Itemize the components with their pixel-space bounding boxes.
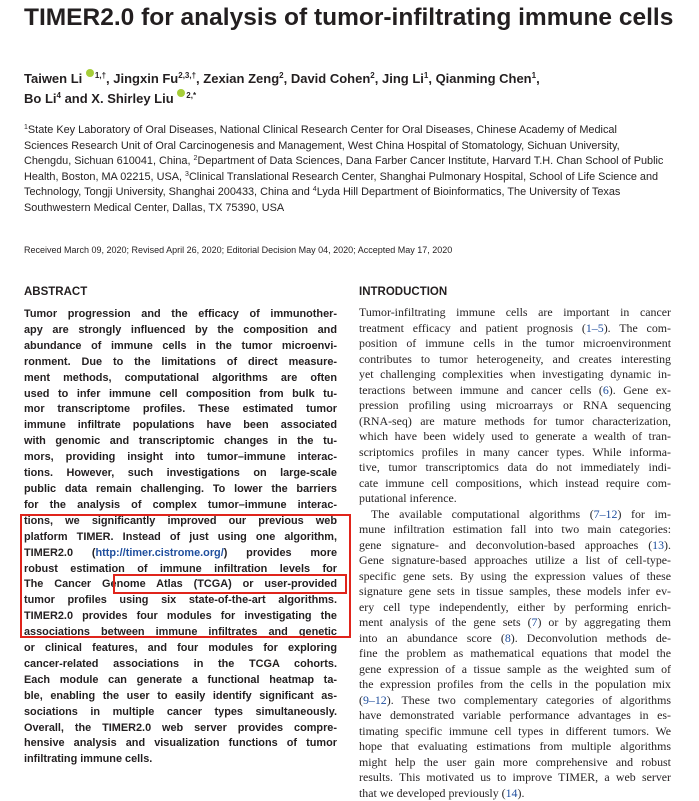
abstract-line: sociations in multiple cancer types simultaneously. <box>24 705 337 721</box>
affiliation-marker: 2 <box>194 155 198 162</box>
author-affiliation-marker: 2 <box>279 71 283 80</box>
abstract-line: infiltrating immune cells. <box>24 752 337 768</box>
intro-line: which have been widely used to generate a wealth of tran- <box>359 429 671 445</box>
citation-link[interactable]: 7–12 <box>594 507 618 521</box>
author-name: X. Shirley Liu <box>91 91 173 106</box>
intro-line: that we developed previously (14). <box>359 786 671 801</box>
abstract-line: for the analysis of complex tumor–immune interac- <box>24 498 337 514</box>
paper-title: TIMER2.0 for analysis of tumor-infiltrating immune cells <box>24 4 684 32</box>
affiliation-text: Department of Data Sciences, Dana Farber Cancer Institute, Harvard T.H. Chan School of Public Health, Boston, MA 02215, USA, <box>24 155 663 183</box>
abstract-line: used to infer immune cell composition from bulk tu- <box>24 387 337 403</box>
intro-line: gene expression of a tissue sample as the weighted sum of <box>359 662 671 678</box>
author-affiliation-marker: 2 <box>370 71 374 80</box>
intro-line: cate immune cell compositions, which instead require com- <box>359 476 671 492</box>
abstract-body <box>24 307 337 768</box>
citation-link[interactable]: 13 <box>652 538 664 552</box>
intro-line: teractions between immune and cancer cells (6). Gene ex- <box>359 383 671 399</box>
intro-line: mune infiltration estimation fall into two main categories: <box>359 522 671 538</box>
abstract-line: public data remain challenging. To lower the barriers <box>24 482 337 498</box>
intro-line: into an abundance score (8). Deconvolution methods de- <box>359 631 671 647</box>
abstract-line: The Cancer Genome Atlas (TCGA) or user-provided <box>24 577 337 593</box>
affiliation-text: Lyda Hill Department of Bioinformatics, The University of Texas Southwestern Medical Center, Dallas, TX 75390, USA <box>24 186 620 214</box>
author-affiliation-marker: 2,3,† <box>178 71 196 80</box>
abstract-line: immune infiltrate populations have been associated <box>24 418 337 434</box>
abstract-line: platform TIMER. Instead of just using one algorithm, <box>24 530 337 546</box>
intro-line: (9–12). These two complementary categories of algorithms <box>359 693 671 709</box>
author-affiliation-marker: 1,† <box>95 71 106 80</box>
author-name: Bo Li <box>24 91 57 106</box>
abstract-line: Each module can generate a functional heatmap ta- <box>24 673 337 689</box>
affiliation-marker: 4 <box>313 186 317 193</box>
affiliation-text: Clinical Translational Research Center, Shanghai Pulmonary Hospital, School of Life Science and Technology, Tongji University, Shanghai 200433, China and <box>24 171 658 199</box>
abstract-line: robust estimation of immune infiltration levels for <box>24 562 337 578</box>
abstract-line: cancer-related associations in the TCGA cohorts. <box>24 657 337 673</box>
abstract-line <box>24 546 337 562</box>
author-name: David Cohen <box>291 71 370 86</box>
author-name: Jingxin Fu <box>113 71 178 86</box>
intro-line: timating specific immune cell types in different tumors. We <box>359 724 671 740</box>
intro-line: treatment efficacy and patient prognosis (1–5). The com- <box>359 321 671 337</box>
intro-line: signature gene sets in tissue samples, these models infer ev- <box>359 584 671 600</box>
abstract-line: Overall, the TIMER2.0 web server provides compre- <box>24 721 337 737</box>
intro-line: The available computational algorithms (7–12) for im- <box>359 507 671 523</box>
abstract-line: tions. However, such investigations on large-scale <box>24 466 337 482</box>
intro-line: scriptomics profiles in many cancer types. While informa- <box>359 445 671 461</box>
intro-line: pression profiling using microarrays or RNA sequencing <box>359 398 671 414</box>
author-name: Qianming Chen <box>436 71 532 86</box>
intro-line: putational inference. <box>359 491 671 507</box>
abstract-line: tions, we significantly improved our previous web <box>24 514 337 530</box>
received-dates: Received March 09, 2020; Revised April 26, 2020; Editorial Decision May 04, 2020; Accepted May 17, 2020 <box>24 244 664 256</box>
affiliation-text: State Key Laboratory of Oral Diseases, National Clinical Research Center for Oral Diseases, Chinese Academy of Medical Sciences Research Unit of Oral Carcinogenesis and Management, West China Hospital of Stomatology, Sichuan University, Chengdu, Sichuan 610041, China, <box>24 124 620 167</box>
timer-url-link[interactable]: http://timer.cistrome.org/ <box>95 547 223 559</box>
author-affiliation-marker: 4 <box>57 91 61 100</box>
abstract-line: hensive analysis and visualization functions of tumor <box>24 736 337 752</box>
abstract-line: associations between immune infiltrates and genetic <box>24 625 337 641</box>
author-name: Jing Li <box>382 71 424 86</box>
intro-line: Tumor-infiltrating immune cells are important in cancer <box>359 305 671 321</box>
abstract-line-end: ) provides more <box>224 547 337 559</box>
intro-line: hope that evaluating estimations from multiple algorithms <box>359 739 671 755</box>
abstract-line: with genomic and transcriptomic changes in the tu- <box>24 434 337 450</box>
citation-link[interactable]: 14 <box>506 786 518 800</box>
intro-line: tive, tumor transcriptomics data do not immediately indi- <box>359 460 671 476</box>
orcid-icon[interactable] <box>86 69 94 77</box>
abstract-line: abundance of immune cells in the tumor microenvi- <box>24 339 337 355</box>
introduction-body <box>359 305 671 801</box>
author-name: Taiwen Li <box>24 71 82 86</box>
citation-link[interactable]: 7 <box>532 615 538 629</box>
citation-link[interactable]: 8 <box>505 631 511 645</box>
citation-link[interactable]: 1–5 <box>586 321 604 335</box>
author-list: Taiwen Li $^{1,\dagger}$, Jingxin $Fu^{2,3,\dagger}$, Zexian Zeng$^2$, David Cohen$^2$, Jing Li$^1$, Qianming Chen$^1$, Bo Li$^4$ and X. Shirley Liu $^{2,*}$ <box>24 69 674 109</box>
intro-line: might help the user gain more comprehensive and robust <box>359 755 671 771</box>
intro-line: specific gene sets. By using the expression values of these <box>359 569 671 585</box>
citation-link[interactable]: 9–12 <box>363 693 387 707</box>
intro-line: results. This motivated us to improve TIMER, a web server <box>359 770 671 786</box>
abstract-line: tumor profiles using six state-of-the-art algorithms. <box>24 593 337 609</box>
abstract-line-start: TIMER2.0 ( <box>24 547 95 559</box>
abstract-line: ronment. Due to the limitations of direct measure- <box>24 355 337 371</box>
intro-line: ment analysis of the gene sets (7) or by aggregating them <box>359 615 671 631</box>
abstract-line: mors, providing insight into tumor–immune interac- <box>24 450 337 466</box>
author-affiliation-marker: 1 <box>424 71 428 80</box>
intro-line: the expression profiles from the cells in the population mix <box>359 677 671 693</box>
abstract-line: mor transcriptome profiles. These estimated tumor <box>24 402 337 418</box>
intro-line: position of immune cells in the tumor microenvironment <box>359 336 671 352</box>
abstract-line: Tumor progression and the efficacy of immunother- <box>24 307 337 323</box>
abstract-line: ment methods, computational algorithms are often <box>24 371 337 387</box>
citation-link[interactable]: 6 <box>603 383 609 397</box>
author-name: Zexian Zeng <box>203 71 279 86</box>
abstract-line: or clinical features, and four modules for exploring <box>24 641 337 657</box>
intro-line: (RNA-seq) are mature methods for tumor characterization, <box>359 414 671 430</box>
intro-line: yet challenging complexities when investigating dynamic in- <box>359 367 671 383</box>
intro-line: gene signature- and deconvolution-based approaches (13). <box>359 538 671 554</box>
abstract-line: apy are strongly influenced by the composition and <box>24 323 337 339</box>
affiliation-marker: 3 <box>185 171 189 178</box>
introduction-heading: INTRODUCTION <box>359 285 447 299</box>
author-affiliation-marker: 1 <box>532 71 536 80</box>
abstract-line: ble, enabling the user to easily identify significant as- <box>24 689 337 705</box>
author-affiliation-marker: 2,* <box>186 91 196 100</box>
intro-line: ery cell type independently, either by performing enrich- <box>359 600 671 616</box>
intro-line: have demonstrated variable performance advantages in es- <box>359 708 671 724</box>
affiliations <box>24 123 664 217</box>
orcid-icon[interactable] <box>177 89 185 97</box>
abstract-heading: ABSTRACT <box>24 285 87 299</box>
intro-line: Gene signature-based approaches utilize a list of cell-type- <box>359 553 671 569</box>
intro-line: contributes to tumor heterogeneity, and creates interesting <box>359 352 671 368</box>
intro-line: fine the problem as mathematical equations that model the <box>359 646 671 662</box>
affiliation-marker: 1 <box>24 124 28 131</box>
abstract-line: TIMER2.0 provides four modules for investigating the <box>24 609 337 625</box>
